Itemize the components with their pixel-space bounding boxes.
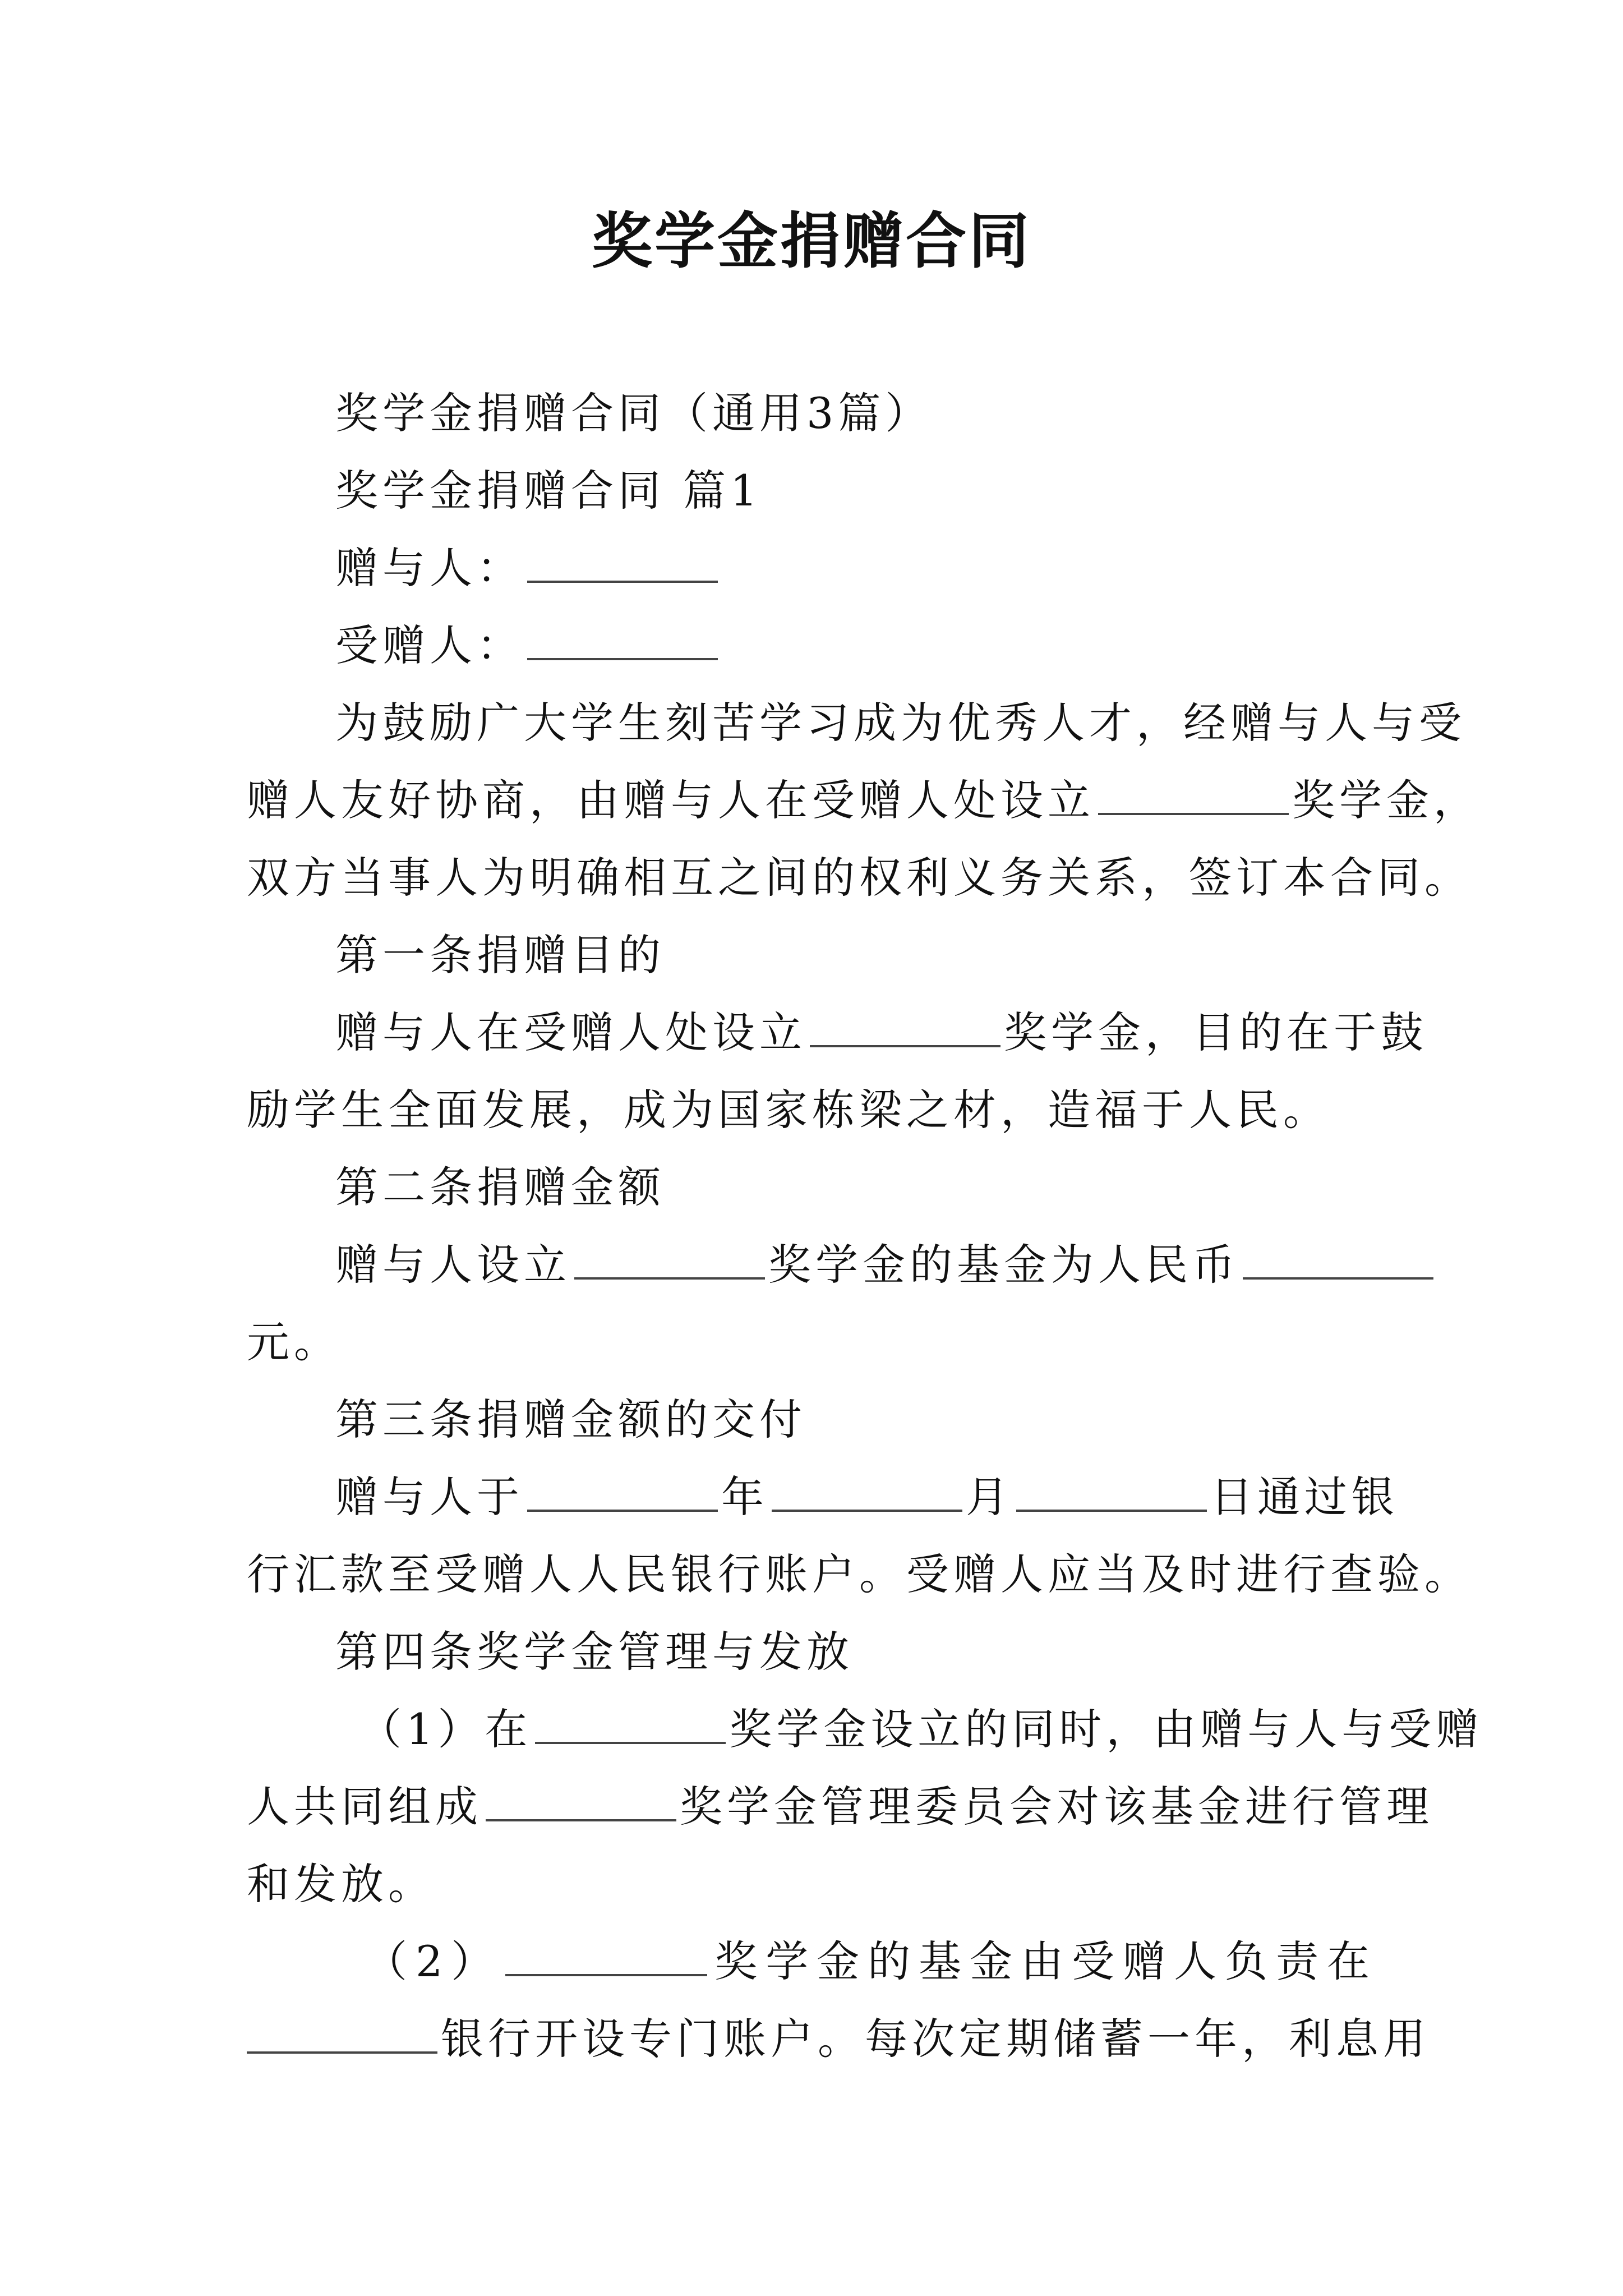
month-blank [772, 1469, 962, 1512]
article-1-blank [810, 1005, 1000, 1047]
article-2-line-1 [247, 1223, 1374, 1307]
article-4-p1-line-1 [247, 1687, 1483, 1772]
intro-line-2a: 赠人友好协商，由赠与人在受赠人处设立 [247, 775, 1095, 825]
document-title: 奖学金捐赠合同 [591, 206, 1031, 277]
article-2-line-1a: 赠与人设立 [335, 1240, 571, 1290]
intro-line-2 [247, 758, 1481, 843]
article-4-p2-line-1b: 奖学金的基金由受赠人负责在 [711, 1936, 1375, 1986]
article-4-p2-line-2 [247, 1997, 1430, 2081]
article-3-heading: 第三条捐赠金额的交付 [335, 1395, 806, 1444]
article-3-line-1d: 日通过银 [1210, 1472, 1399, 1522]
article-1-heading: 第一条捐赠目的 [335, 930, 665, 980]
year-blank [527, 1469, 718, 1512]
recipient-blank [527, 618, 718, 660]
recipient-label: 受赠人： [335, 620, 524, 670]
article-4-p1-line-3: 和发放。 [247, 1859, 435, 1909]
article-3-line-1a: 赠与人于 [335, 1472, 524, 1522]
recipient-line [247, 604, 1374, 688]
article-2-amount-blank [1243, 1237, 1433, 1280]
article-4-p2-blank-1 [505, 1934, 707, 1976]
article-2-name-blank [574, 1237, 765, 1280]
document-subtitle: 奖学金捐赠合同（通用3篇） [335, 388, 933, 438]
article-1-line-1b: 奖学金，目的在于鼓 [1004, 1007, 1428, 1057]
article-4-p1-blank-1 [535, 1701, 726, 1744]
article-3-line-2: 行汇款至受赠人人民银行账户。受赠人应当及时进行查验。 [247, 1549, 1472, 1599]
donor-label: 赠与人： [335, 543, 524, 593]
article-2-heading: 第二条捐赠金额 [335, 1162, 665, 1212]
article-4-p1-line-2a: 人共同组成 [247, 1782, 482, 1832]
article-4-p1-line-2 [247, 1765, 1433, 1849]
article-3-line-1 [247, 1455, 1399, 1539]
article-3-line-1c: 月 [966, 1472, 1013, 1522]
article-4-p1-blank-2 [486, 1779, 676, 1821]
donor-blank [527, 540, 718, 583]
article-4-p1-line-1b: 奖学金设立的同时，由赠与人与受赠 [729, 1704, 1483, 1754]
intro-line-3: 双方当事人为明确相互之间的权利义务关系，签订本合同。 [247, 853, 1472, 903]
article-3-line-1b: 年 [721, 1472, 768, 1522]
scholarship-name-blank [1098, 772, 1289, 815]
article-1-line-1 [247, 991, 1428, 1075]
article-4-p2-line-1a: （2） [365, 1936, 502, 1986]
article-4-p2-line-1 [247, 1920, 1374, 2004]
article-4-heading: 第四条奖学金管理与发放 [335, 1627, 854, 1677]
article-4-p2-line-2-text: 银行开设专门账户。每次定期储蓄一年，利息用 [441, 2014, 1430, 2064]
article-4-p1-line-2b: 奖学金管理委员会对该基金进行管理 [680, 1782, 1433, 1832]
intro-line-1: 为鼓励广大学生刻苦学习成为优秀人才，经赠与人与受 [335, 698, 1466, 748]
bank-name-blank [247, 2011, 437, 2054]
day-blank [1016, 1469, 1207, 1512]
article-4-p1-line-1a: （1）在 [359, 1704, 532, 1754]
donor-line [247, 526, 1374, 610]
section-heading: 奖学金捐赠合同 篇1 [335, 466, 762, 516]
article-2-line-1b: 奖学金的基金为人民币 [768, 1240, 1239, 1290]
article-1-line-1a: 赠与人在受赠人处设立 [335, 1007, 806, 1057]
article-1-line-2: 励学生全面发展，成为国家栋梁之材，造福于人民。 [247, 1085, 1330, 1135]
article-2-line-2: 元。 [247, 1317, 341, 1367]
intro-line-2b: 奖学金， [1292, 775, 1481, 825]
